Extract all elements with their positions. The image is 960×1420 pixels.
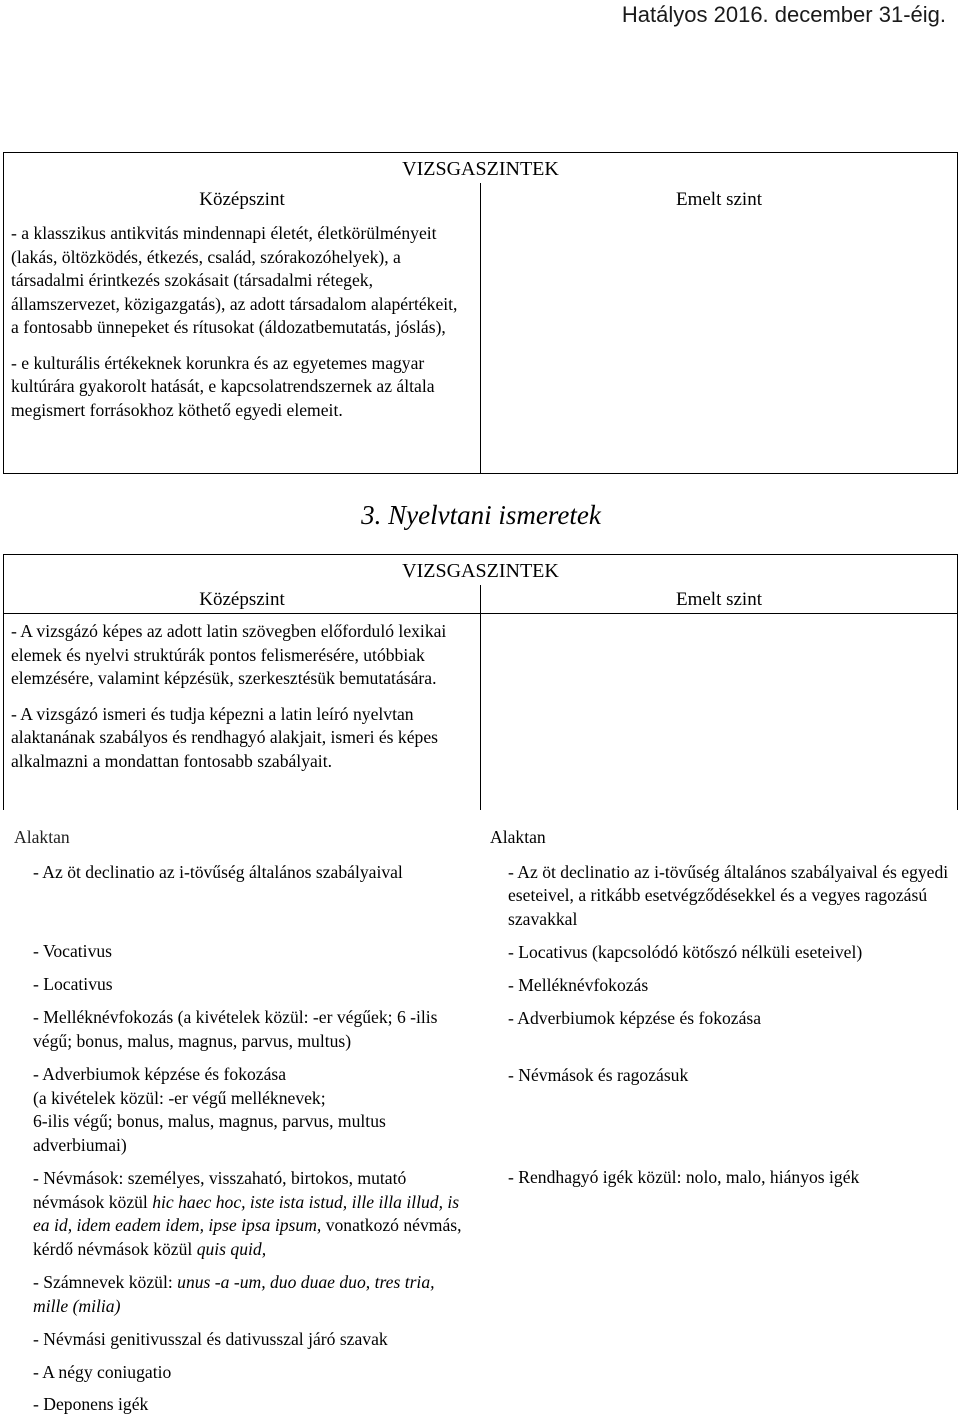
- table-title: VIZSGASZINTEK: [402, 158, 559, 180]
- list-item: - Névmások: személyes, visszaható, birtokos, mutató névmások közül hic haec hoc, iste ista istud, ille illa illud, is ea id, idem eadem idem, ipse ipsa ipsum, vonatkozó névmás, kérdő névmások közül quis quid,: [33, 1168, 462, 1259]
- section-title: 3. Nyelvtani ismeretek: [361, 500, 601, 530]
- validity-header: Hatályos 2016. december 31-éig.: [621, 2, 946, 27]
- list-item: - Számnevek közül: unus -a -um, duo duae duo, tres tria, mille (milia): [33, 1272, 435, 1316]
- grammar-left-column: [10, 826, 472, 1417]
- list-item: - A négy coniugatio: [33, 1361, 172, 1382]
- list-item: - Névmási genitivusszal és dativusszal járó szavak: [33, 1329, 388, 1349]
- mid-level-paragraph-2: - e kulturális értékeknek korunkra és az egyetemes magyar kultúrára gyakorolt hatását, e kapcsolatrendszernek az általa megismert forrásokhoz köthető egyedi elemeit.: [11, 352, 435, 420]
- list-item: - Adverbiumok képzése és fokozása: [508, 1008, 762, 1028]
- mid-level-paragraph-2: - A vizsgázó ismeri és tudja képezni a latin leíró nyelvtan alaktanának szabályos és rendhagyó alakjait, ismeri és képes alkalmazni a mondattan fontosabb szabályait.: [11, 703, 438, 771]
- mid-level-paragraph-1: - A vizsgázó képes az adott latin szövegben előforduló lexikai elemek és nyelvi struktúrák pontos felismerésére, utóbbiak elemzésére, valamint képzésük, szerkesztésük bemutatására.: [11, 621, 447, 688]
- exam-levels-table-2: [3, 554, 958, 810]
- mid-level-paragraph-1: - a klasszikus antikvitás mindennapi életét, életkörülményeit (lakás, öltözködés, étkezés, család, szórakozóhelyek), a társadalmi érintkezés szokásait (társadalmi rétegek, államszervezet, közigazgatás), az adott társadalom alapértékeit, a fontosabb ünnepeket és rítusokat (áldozatbemutatás, jóslás),: [11, 223, 458, 337]
- list-item: - Névmások és ragozásuk: [508, 1064, 689, 1085]
- list-item: - Rendhagyó igék közül: nolo, malo, hiányos igék: [508, 1167, 860, 1187]
- advanced-level-heading: Emelt szint: [675, 589, 762, 610]
- list-item: - Vocativus: [33, 941, 113, 961]
- list-item: - Locativus (kapcsolódó kötőszó nélküli eseteivel): [508, 942, 863, 962]
- exam-levels-table-1: [3, 152, 958, 474]
- mid-level-heading: Középszint: [199, 589, 285, 610]
- mid-level-cell: [4, 614, 481, 811]
- morphology-heading: Alaktan: [490, 827, 546, 847]
- mid-level-heading: Középszint: [199, 189, 285, 210]
- morphology-heading: Alaktan: [14, 827, 70, 847]
- list-item: - Deponens igék: [33, 1394, 149, 1414]
- advanced-level-cell: [481, 614, 958, 811]
- grammar-right-list: [490, 861, 952, 1190]
- list-item: - Adverbiumok képzése és fokozása (a kivételek közül: -er végű melléknevek; 6-ilis végű; bonus, malus, magnus, parvus, multus adverbiumai): [33, 1064, 386, 1155]
- mid-level-cell: [4, 183, 481, 474]
- table-title: VIZSGASZINTEK: [402, 560, 559, 582]
- list-item: - Locativus: [33, 973, 113, 994]
- list-item: - Melléknévfokozás: [508, 974, 649, 995]
- grammar-right-column: [490, 826, 952, 1190]
- advanced-level-heading: Emelt szint: [675, 189, 762, 210]
- list-item: - Melléknévfokozás (a kivételek közül: -er végűek; 6 -ilis végű; bonus, malus, magnus, parvus, multus): [33, 1007, 438, 1051]
- list-item: - Az öt declinatio az i-tövűség általános szabályaival: [33, 861, 403, 882]
- grammar-left-list: [10, 861, 472, 1417]
- advanced-level-cell: [481, 183, 958, 474]
- list-item: - Az öt declinatio az i-tövűség általános szabályaival és egyedi eseteivel, a ritkább esetvégződésekkel és a vegyes ragozású szavakkal: [508, 861, 949, 929]
